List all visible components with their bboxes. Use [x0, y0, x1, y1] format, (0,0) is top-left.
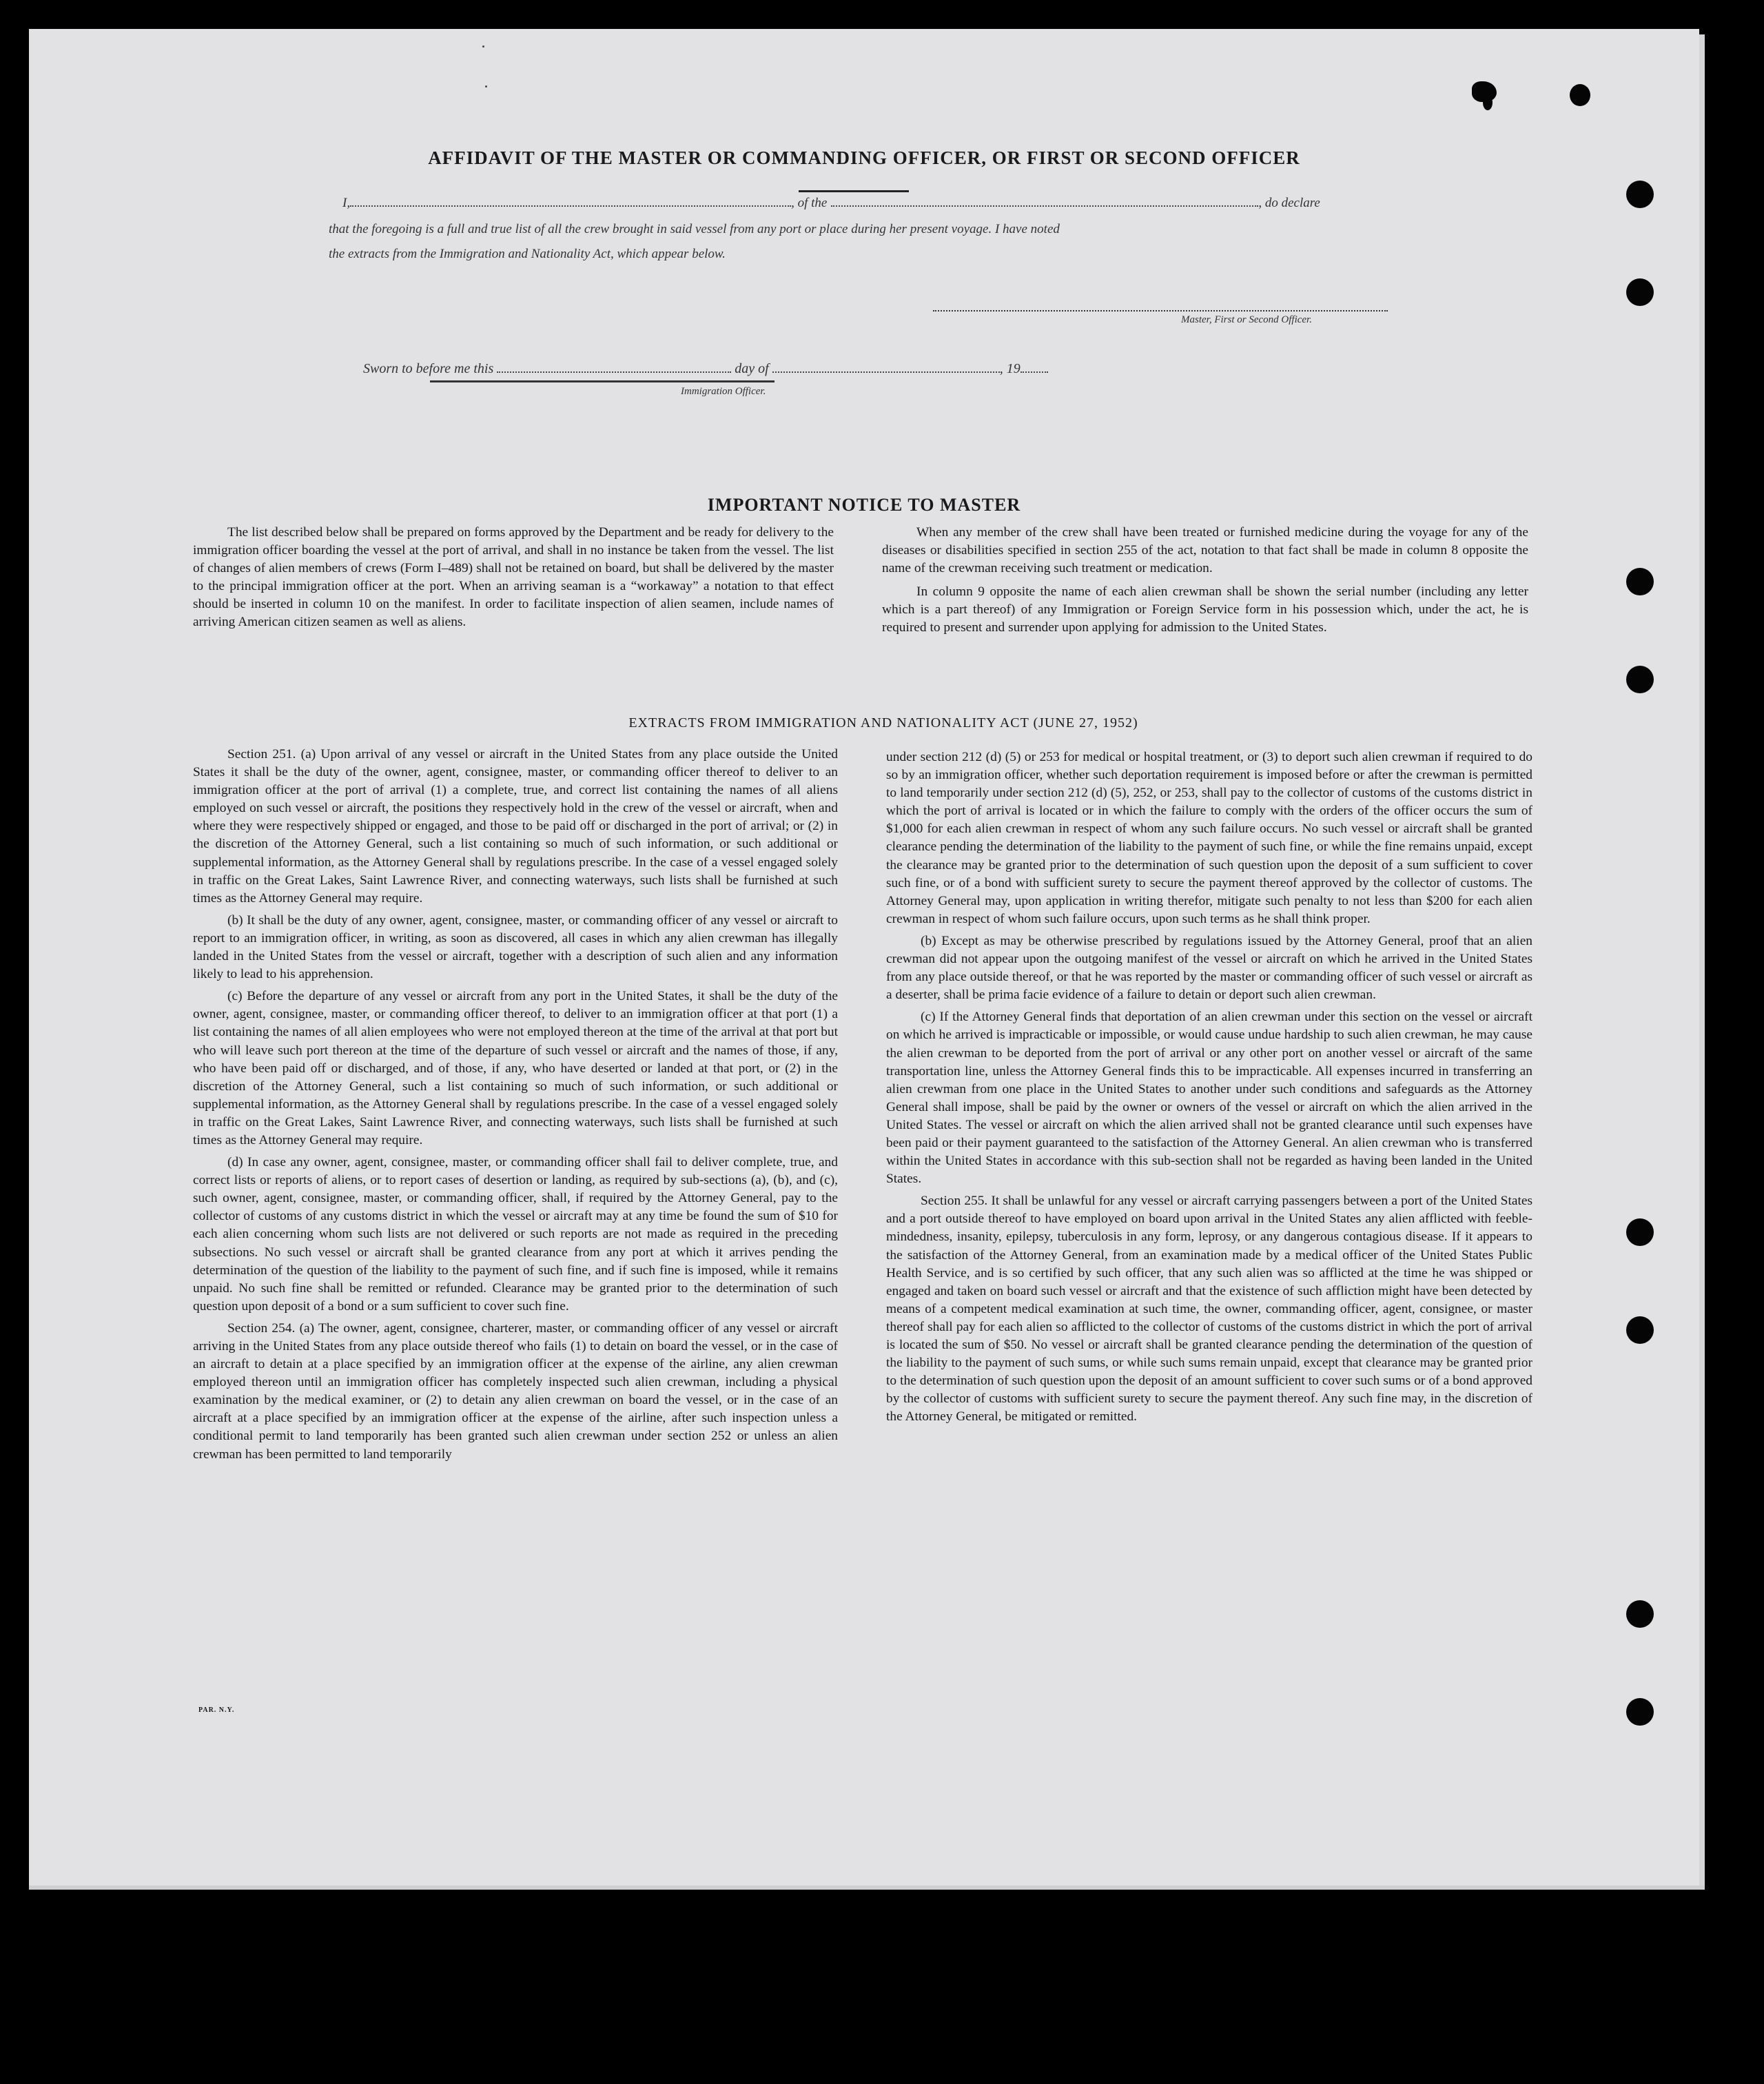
sworn-month-field[interactable] [772, 371, 1000, 373]
affidavit-title: AFFIDAVIT OF THE MASTER OR COMMANDING OFFICER, OR FIRST OR SECOND OFFICER [428, 147, 1300, 168]
extract-paragraph: Section 255. It shall be unlawful for any vessel or aircraft carrying passengers between a port of the United States and a port outside thereof to have employed on board upon arrival in the United States any alien afflicted with feeble-mindedness, insanity, epilepsy, tuberculosis in any form, leprosy, or any dangerous contagious disease. If it appears to the satisfaction of the Attorney General, from an examination made by a medical officer of the United States Public Health Service, and is so certified by such officer, that any such alien was so afflicted at the time he was shipped or engaged and taken on board such vessel or aircraft and that the existence of such affliction might have been detected by means of a competent medical examination at such time, the owner, commanding officer, agent, consignee, or master thereof shall pay for each alien so afflicted to the collector of customs of the customs district in which the port of arrival is located the sum of $50. No vessel or aircraft shall be granted clearance pending the determination of the question of the liability to the payment of such sums, or while such sums remain unpaid, except that clearance may be granted prior to the determination of such question upon the deposit of an amount sufficient to cover such sums or of a bond approved by the collector of customs with sufficient surety to secure the payment thereof. Any such fine may, in the discretion of the Attorney General, be mitigated or remitted. [886, 1194, 1532, 1424]
notice-right-paragraph-1: When any member of the crew shall have been treated or furnished medicine during the voyage for any of the diseases or disabilities specified in section 255 of the act, notation to that fact shall be made in column 8 opposite the name of the crewman receiving such treatment or medication. [882, 525, 1528, 576]
binder-hole [1626, 1218, 1654, 1246]
sworn-line [363, 361, 1048, 377]
sworn-date-field[interactable] [497, 371, 731, 373]
sworn-year-field[interactable] [1021, 371, 1048, 373]
binder-hole [1626, 1698, 1654, 1726]
declaration-line-1 [342, 196, 1320, 211]
notice-right-column [882, 524, 1528, 637]
declaration-line-3: the extracts from the Immigration and Nationality Act, which appear below. [329, 247, 726, 261]
immigration-officer-signature-line[interactable] [430, 380, 775, 382]
notice-title: IMPORTANT NOTICE TO MASTER [707, 495, 1021, 515]
extract-paragraph: (d) In case any owner, agent, consignee, master, or commanding officer shall fail to deliver complete, true, and correct lists or reports of aliens, or to report cases of desertion or landing, as required by sub-sections (a), (b), and (c), such owner, agent, consignee, master, or commanding officer, shall, if required by the Attorney General, pay to the collector of customs of any customs district in which the vessel or aircraft may at any time be found the sum of $10 for each alien concerning whom such lists are not delivered or such reports are not made as required in the preceding subsections. No such vessel or aircraft shall be granted clearance from any port at which it arrives pending the determination of the question of the liability to the payment of such fine, and if such fine is imposed, while it remains unpaid. No such fine shall be remitted or refunded. Clearance may be granted prior to the determination of such question upon deposit of a bond or a sum sufficient to cover such fine. [193, 1155, 838, 1314]
notice-left-paragraph: The list described below shall be prepared on forms approved by the Department and be ready for delivery to the immigration officer boarding the vessel at the port of arrival, and shall in no instance be taken from the vessel. The list of changes of alien members of crews (Form I–489) shall not be retained on board, but shall be delivered by the master to the principal immigration officer at the port. When an arriving seaman is a “workaway” a notation to that effect should be inserted in column 10 on the manifest. In order to facilitate inspection of alien seamen, include names of arriving American citizen seamen as well as aliens. [193, 525, 834, 630]
ink-blot [1570, 84, 1590, 106]
ink-blot [1483, 95, 1493, 110]
extract-paragraph: (b) It shall be the duty of any owner, agent, consignee, master, or commanding officer of any vessel or aircraft to report to an immigration officer, in writing, as soon as discovered, all cases in which any alien crewman has illegally landed in the United States from the vessel or aircraft, together with a description of such alien and any information likely to lead to his apprehension. [193, 912, 838, 982]
extract-paragraph: Section 251. (a) Upon arrival of any vessel or aircraft in the United States from any place outside the United States it shall be the duty of the owner, agent, consignee, master, or commanding officer thereof to deliver to an immigration officer at the port of arrival (1) a complete, true, and correct list containing the names of all aliens employed on such vessel or aircraft, the positions they respectively hold in the crew of the vessel or aircraft, when and where they were respectively shipped or engaged, and those to be paid off or discharged in the port of arrival; or (2) in the discretion of the Attorney General, such a list containing so much of such information, or such additional or supplemental information, as the Attorney General shall by regulations prescribe. In the case of a vessel engaged solely in traffic on the Great Lakes, Saint Lawrence River, and connecting waterways, such lists shall be furnished at such times as the Attorney General may require. [193, 747, 838, 906]
vessel-field[interactable] [831, 205, 1258, 207]
extract-paragraph: Section 254. (a) The owner, agent, consignee, charterer, master, or commanding officer of any vessel or aircraft arriving in the United States from any place outside thereof who fails (1) to detain on board the vessel, or in the case of an aircraft to detain at a place specified by an immigration officer at the expense of the airline, any alien crewman employed thereon until an immigration officer has completely inspected such alien crewman, including a physical examination by the medical examiner, or (2) to detain any alien crewman on board the vessel, or in the case of an aircraft at a place specified by an immigration officer at the expense of the airline, after such inspection unless a conditional permit to land temporarily has been granted such alien crewman under section 252 or unless an alien crewman has been permitted to land temporarily [193, 1320, 838, 1462]
binder-hole [1626, 1316, 1654, 1344]
declaration-of-the: , of the [791, 196, 828, 210]
name-field[interactable] [350, 205, 791, 207]
binder-hole [1626, 1600, 1654, 1628]
binder-hole [1626, 181, 1654, 208]
extracts-right-column [886, 748, 1532, 1426]
sworn-prefix: Sworn to before me this [363, 361, 494, 376]
extract-paragraph: under section 212 (d) (5) or 253 for medical or hospital treatment, or (3) to deport such alien crewman if required to do so by an immigration officer, whether such deportation requirement is imposed before or after the crewman is permitted to land temporarily under section 212 (d) (5), 252, or 253, shall pay to the collector of customs of the customs district in which the port of arrival is located or in which the failure to comply with the orders of the officer occurs the sum of $1,000 for each alien crewman in respect of whom any such failure occurs. No such vessel or aircraft shall be granted clearance pending the determination of the liability to the payment of such fine, or while the fine remains unpaid, except the clearance may be granted prior to the determination of such question upon the deposit of a sum sufficient to cover such fine, or of a bond with sufficient surety to secure the payment thereof approved by the collector of customs. The Attorney General may, upon application in writing therefor, mitigate such penalty to not less than $200 for each alien crewman in respect of whom such failure occurs, upon such terms as he shall think proper. [886, 750, 1532, 926]
extract-paragraph: (b) Except as may be otherwise prescribed by regulations issued by the Attorney General, proof that an alien crewman did not appear upon the outgoing manifest of the vessel or aircraft on which he arrived in the United States from any place outside thereof, or that he was reported by the master or commanding officer of such vessel or aircraft as a deserter, shall be prima facie evidence of a failure to detain or deport such alien crewman. [886, 933, 1532, 1003]
immigration-officer-label: Immigration Officer. [681, 386, 766, 397]
title-underline [799, 190, 909, 192]
master-signature-label: Master, First or Second Officer. [1181, 314, 1312, 325]
binder-hole [1626, 568, 1654, 595]
printer-mark: PAR. N.Y. [198, 1706, 235, 1714]
notice-right-paragraph-2: In column 9 opposite the name of each alien crewman shall be shown the serial number (including any letter which is a part thereof) of any Immigration or Foreign Service form in his possession which, under the act, he is required to present and surrender upon applying for admission to the United States. [882, 584, 1528, 635]
sworn-day-of: day of [735, 361, 769, 376]
declaration-line-2: that the foregoing is a full and true list of all the crew brought in said vessel from any port or place during her present voyage. I have noted [329, 222, 1060, 236]
extract-paragraph: (c) Before the departure of any vessel or aircraft from any port in the United States, it shall be the duty of the owner, agent, consignee, master, or commanding officer thereof, to deliver to an immigration officer at that port (1) a list containing the names of all alien employees who were not employed thereon at the time of the arrival at that port but who will leave such port thereon at the time of the departure of such vessel or aircraft and the names of those, if any, who have been paid off or discharged, and of those, if any, who have deserted or landed at that port, or (2) in the discretion of the Attorney General, such a list containing so much of such information, or such additional or supplemental information, as the Attorney General shall by regulations prescribe. In the case of a vessel engaged solely in traffic on the Great Lakes, Saint Lawrence River, and connecting waterways, such lists shall be furnished at such times as the Attorney General may require. [193, 989, 838, 1147]
extracts-title: EXTRACTS FROM IMMIGRATION AND NATIONALITY ACT (JUNE 27, 1952) [628, 715, 1138, 731]
declaration-do-declare: , do declare [1258, 196, 1320, 210]
binder-hole [1626, 278, 1654, 306]
speck [482, 45, 484, 48]
notice-left-column [193, 524, 834, 632]
master-signature-line[interactable] [933, 310, 1388, 311]
binder-hole [1626, 666, 1654, 693]
sworn-year: , 19 [999, 361, 1021, 376]
document-page [29, 29, 1699, 1886]
page-edge [1699, 34, 1705, 1886]
extracts-left-column [193, 746, 838, 1464]
speck [485, 85, 487, 88]
declaration-i: I, [342, 196, 351, 210]
page-bottom-edge [29, 1886, 1705, 1890]
extract-paragraph: (c) If the Attorney General finds that deportation of an alien crewman under this section on the vessel or aircraft on which he arrived is impracticable or impossible, or would cause undue hardship to such alien crewman, he may cause the alien crewman to be deported from the port of arrival or any other port on another vessel or aircraft of the same transportation line, unless the Attorney General finds this to be impracticable. All expenses incurred in transferring an alien crewman from one place in the United States to another under such conditions and safeguards as the Attorney General shall impose, shall be paid by the owner or owners of the vessel or aircraft on which the alien arrived in the United States. The vessel or aircraft on which the alien arrived shall not be granted clearance until such expenses have been paid or their payment guaranteed to the satisfaction of the Attorney General. An alien crewman who is transferred within the United States in accordance with this sub-section shall not be regarded as having been landed in the United States. [886, 1010, 1532, 1187]
